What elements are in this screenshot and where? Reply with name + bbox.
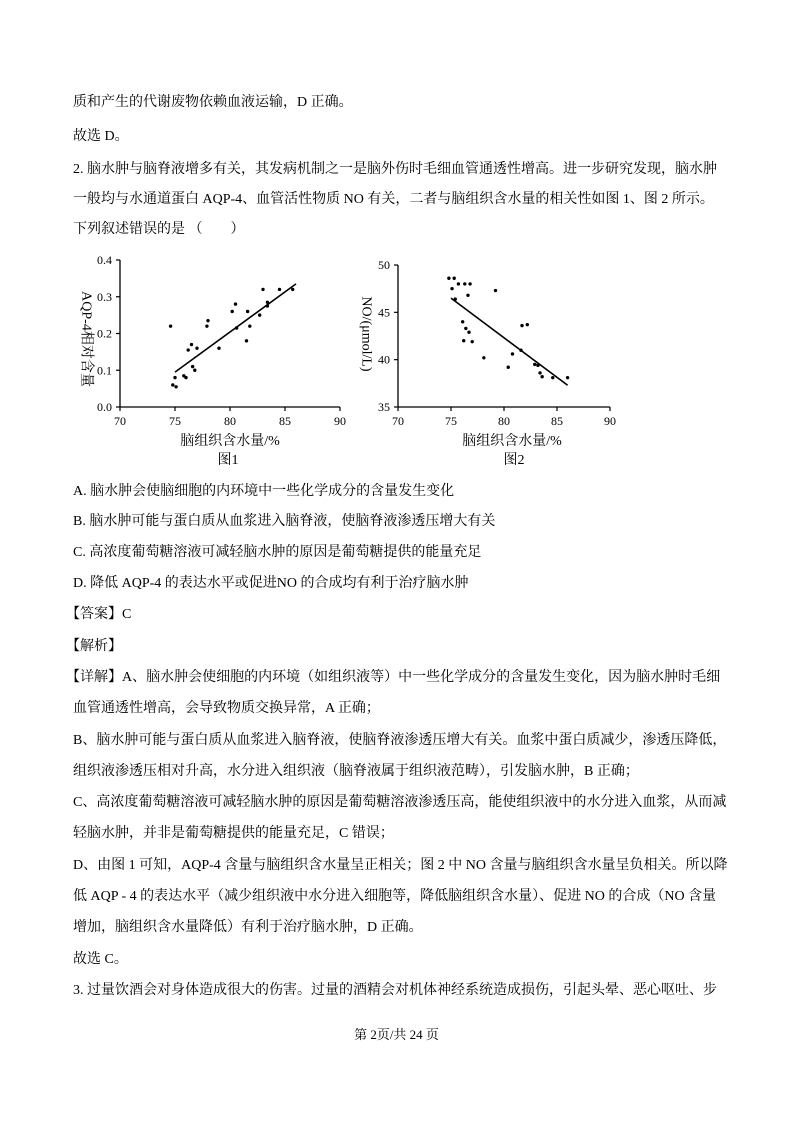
data-point [462,339,465,342]
data-point [507,366,510,369]
x-axis-title: 脑组织含水量/% [180,434,280,449]
x-tick-label: 90 [604,414,616,428]
y-tick-label: 35 [378,400,390,414]
data-point [447,277,450,280]
y-tick-label: 50 [378,258,390,272]
data-point [467,331,470,334]
explanation-line: D、由图 1 可知，AQP-4 含量与脑组织含水量呈正相关；图 2 中 NO 含量与脑组织含水量呈负相关。所以降 [73,858,728,873]
x-tick-label: 70 [392,414,404,428]
explanation-line: B、脑水肿可能与蛋白质从血浆进入脑脊液，使脑脊液渗透压增大有关。血浆中蛋白质减少，渗透压降低， [73,733,727,748]
x-tick-label: 90 [334,414,346,428]
chart-marks [97,253,346,428]
data-point [190,343,193,346]
data-point [452,277,455,280]
data-point [245,339,248,342]
explanation-line: 血管通透性增高，会导致物质交换异常，A 正确； [73,701,380,716]
data-point [520,324,523,327]
data-point [468,282,471,285]
explanation-line: 【详解】A、脑水肿会使细胞的内环境（如组织液等）中一些化学成分的含量发生变化，因为脑水肿时毛细 [66,670,721,685]
data-point [234,302,237,305]
question-stem-line: 一般均与水通道蛋白 AQP-4、血管活性物质 NO 有关，二者与脑组织含水量的相关性如图 1、图 2 所示。 [73,192,714,207]
y-tick-label: 0.2 [97,326,112,341]
data-point [206,319,209,322]
y-tick-label: 0.4 [97,253,112,267]
figure-caption: 图2 [503,453,525,468]
x-tick-label: 75 [169,414,181,428]
data-point [195,347,198,350]
explanation-line: 低 AQP - 4 的表达水平（减少组织液中水分进入细胞等，降低脑组织含水量）、促进 NO 的合成（NO 含量 [73,889,717,904]
data-point [193,369,196,372]
data-point [482,356,485,359]
data-point [261,288,264,291]
data-point [461,320,464,323]
previous-conclusion: 故选 D。 [73,129,129,144]
data-point [533,363,536,366]
option-d: D. 降低 AQP-4 的表达水平或促进NO 的合成均有利于治疗脑水肿 [73,576,469,591]
data-point [217,347,220,350]
trend-line [451,298,568,385]
data-point [540,375,543,378]
explanation-line: 组织液渗透压相对升高，水分进入组织液（脑脊液属于组织液范畴），引发脑水肿，B 正确； [73,764,639,779]
question-3-stem-line: 3. 过量饮酒会对身体造成很大的伤害。过量的酒精会对机体神经系统造成损伤，引起头晕、恶心呕吐、步 [73,983,717,998]
analysis-label: 【解析】 [66,639,122,654]
page-number: 第 2页/共 24 页 [354,1027,439,1042]
x-tick-label: 80 [498,414,510,428]
data-point [246,310,249,313]
y-tick-label: 0.0 [97,400,112,414]
explanation-line: 增加，脑组织含水量降低）有利于治疗脑水肿，D 正确。 [73,920,423,935]
data-point [526,323,529,326]
option-c: C. 高浓度葡萄糖溶液可减轻脑水肿的原因是葡萄糖提供的能量充足 [73,545,482,560]
data-point [450,287,453,290]
data-point [187,348,190,351]
data-point [494,289,497,292]
x-tick-label: 80 [224,414,236,428]
data-point [511,352,514,355]
x-axis-title: 脑组织含水量/% [462,434,562,449]
x-tick-label: 70 [114,414,126,428]
x-tick-label: 85 [551,414,563,428]
data-point [566,376,569,379]
data-point [278,288,281,291]
option-b: B. 脑水肿可能与蛋白质从血浆进入脑脊液，使脑脊液渗透压增大有关 [73,514,496,529]
data-point [464,327,467,330]
y-tick-label: 0.1 [97,363,112,378]
data-point [231,310,234,313]
data-point [205,324,208,327]
data-point [174,385,177,388]
y-tick-label: 40 [378,352,390,367]
data-point [471,340,474,343]
trend-line [175,284,296,372]
y-axis-title: NO/(μmol/L) [358,296,374,372]
explanation-line: 轻脑水肿，并非是葡萄糖提供的能量充足，C 错误； [73,826,394,841]
data-point [169,324,172,327]
y-axis-title: AQP-4相对含量 [78,291,94,387]
data-point [466,294,469,297]
chart-marks [378,258,616,428]
x-tick-label: 75 [445,414,457,428]
figure-caption: 图1 [217,453,239,468]
y-tick-label: 0.3 [97,289,112,304]
data-point [258,313,261,316]
data-point [538,371,541,374]
option-a: A. 脑水肿会使脑细胞的内环境中一些化学成分的含量发生变化 [73,484,455,499]
data-point [463,282,466,285]
data-point [171,383,174,386]
answer-label: 【答案】C [66,607,132,622]
y-tick-label: 45 [378,305,390,320]
data-point [248,324,251,327]
explanation-line: C、高浓度葡萄糖溶液可减轻脑水肿的原因是葡萄糖溶液渗透压高，能使组织液中的水分进入血浆，从而减 [73,795,727,810]
question-stem-line: 2. 脑水肿与脑脊液增多有关，其发病机制之一是脑外伤时毛细血管通透性增高。进一步研究发现，脑水肿 [73,162,717,177]
data-point [457,282,460,285]
question-conclusion: 故选 C。 [73,952,128,967]
previous-answer-line: 质和产生的代谢废物依赖血液运输，D 正确。 [73,95,353,110]
question-stem-line: 下列叙述错误的是 （ ） [73,222,245,237]
x-tick-label: 85 [279,414,291,428]
figure-2-scatter-chart [335,250,625,475]
data-point [551,376,554,379]
data-point [173,376,176,379]
data-point [291,288,294,291]
data-point [184,376,187,379]
data-point [191,365,194,368]
figure-1-scatter-chart [55,250,355,475]
